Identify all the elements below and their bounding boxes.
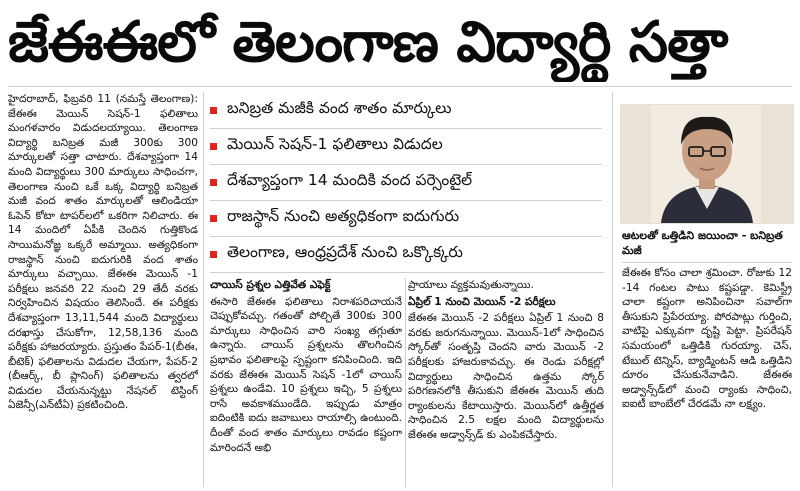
bullet-square-icon — [210, 143, 217, 150]
highlights-list — [210, 92, 602, 272]
highlight-item: రాజస్థాన్ నుంచి అత్యధికంగా ఐదుగురు — [210, 200, 602, 236]
highlight-item: బనిబ్రత మజీకి వంద శాతం మార్కులు — [210, 92, 602, 128]
article-column-left — [8, 92, 198, 487]
article-text-right: జేఈఈ కోసం చాలా శ్రమించా. రోజుకు 12 -14 గంటల పాటు కష్టపడ్డా. కెమిస్ట్రీ చాలా కష్టంగా అనిపించినా సవాల్‌గా తీసుకుని ప్రిపేరయ్యా. పోరపాట్లు గుర్తించి, వాటిపై ఎక్కువగా దృష్టి పెట్టా. ప్రిపరేషన్‌ సమయంలో ఒత్తిడికి గురయ్యా. చెస్‌, టేబుల్‌ టెన్నిస్‌, బ్యాడ్మింటన్‌ ఆడి ఒత్తిడిని దూరం చేసుకునేవాడిని. జేఈఈ అడ్వాన్స్‌డ్‌లో మంచి ర్యాంకు సాధించి, ఐఐటీ బాంబేలో చేరడమే నా లక్ష్యం. — [622, 267, 792, 411]
headline: జేఈఈలో తెలంగాణ విద్యార్థి సత్తా — [8, 10, 728, 75]
portrait-image — [621, 105, 793, 223]
column-divider-2 — [405, 278, 406, 487]
section-subheading: చాయిస్‌ ప్రశ్నల ఎత్తివేత ఎఫెక్ట్‌ — [210, 279, 331, 291]
section-subheading-2: ఏప్రిల్‌ 1 నుంచి మెయిన్‌ -2 పరీక్షలు — [408, 295, 556, 308]
bullet-square-icon — [210, 215, 217, 222]
article-text-continued: ప్రాయాలు వ్యక్తమవుతున్నాయి. — [408, 279, 534, 291]
bullet-square-icon — [210, 179, 217, 186]
highlight-item: దేశవ్యాప్తంగా 14 మందికి వంద పర్సెంటైల్ — [210, 164, 602, 200]
caption-rule — [622, 262, 792, 263]
column-divider-3 — [612, 92, 613, 487]
highlight-item: మెయిన్ సెషన్‌-1 ఫలితాలు విడుదల — [210, 128, 602, 164]
article-column-middle-2 — [408, 278, 604, 488]
highlight-divider — [210, 164, 602, 165]
highlight-divider — [210, 128, 602, 129]
article-column-middle — [210, 278, 402, 488]
photo-caption: ఆటలతో ఒత్తిడిని జయించా - బనిబ్రత మజీ — [622, 229, 783, 257]
column-divider-1 — [203, 92, 204, 487]
article-text-middle: ఈసారి జేఈఈ ఫలితాలు నిరాశపరిచాయనే చెప్పుకోవచ్చు. గతంతో పోల్చితే 300కు 300 మార్కులు సాధించిన వారి సంఖ్య తగ్గుతూ ఉన్నారు. చాయిస్‌ ప్రశ్నలను తొలగించిన ప్రభావం ఫలితాలపై స్పష్టంగా కనిపించింది. ఇది వరకు జేఈఈ మెయిన్‌ సెషన్‌ -1లో చాయిస్‌ ప్రశ్నలు ఉండేవి. 10 ప్రశ్నలు ఇచ్చి, 5 ప్రశ్నలు రాసే అవకాశముండేది. ఇప్పుడు మాత్రం ఐదింటికి ఐదు జవాబులు రాయాల్సి ఉంటుంది. దీంతో వంద శాతం మార్కులు రావడం కష్టంగా మారిందనే అభి — [210, 295, 402, 454]
highlight-divider — [210, 200, 602, 201]
bullet-square-icon — [210, 251, 217, 258]
student-photo — [620, 104, 794, 224]
highlight-item: తెలంగాణ, ఆంధ్రప్రదేశ్ నుంచి ఒక్కొక్కరు — [210, 236, 602, 272]
highlight-divider — [210, 236, 602, 237]
headline-rule — [8, 86, 792, 87]
article-column-right — [622, 266, 792, 488]
article-text-left: హైదరాబాద్‌, ఫిబ్రవరి 11 (నమస్తే తెలంగాణ): జేఈఈ మెయిన్‌ సెషన్‌-1 ఫలితాలు మంగళవారం విడుదలయ్యాయి. తెలంగాణ విద్యార్థి బనిబ్రత మజీ 300కు 300 మార్కులతో సత్తా చాటారు. దేశవ్యాప్తంగా 14 మంది విద్యార్థులు 300 మార్కులు సాధించగా, తెలంగాణ నుంచి ఒకే ఒక్క విద్యార్థి బనిబ్రత మజీ వంద శాతం మార్కులతో ఆలిండియా ఓపెన్‌ కోటా టాపర్‌లలో ఒకరిగా నిలిచారు. ఈ 14 మందిలో ఏపీకి చెందిన గుత్తికొండ సాయిమనోజ్ఞ ఒక్కరే అమ్మాయి. అత్యధికంగా రాజస్థాన్‌ నుంచి ఐదుగురికి వంద శాతం మార్కులు వచ్చాయి. జేఈఈ మెయిన్‌ -1 పరీక్షలు జనవరి 22 నుంచి 29 తేదీ వరకు నిర్వహించిన విషయం తెలిసిందే. ఈ పరీక్షకు దేశవ్యాప్తంగా 13,11,544 మంది విద్యార్థులు దరఖాస్తు చేసుకోగా, 12,58,136 మంది పరీక్షకు హాజరయ్యారు. ప్రస్తుతం పేపర్‌-1(బీఈ, బీటెక్‌) ఫలితాలను విడుదల చేయగా, పేపర్‌-2 (బీఆర్క్‌, బీ ప్లానింగ్‌) ఫలితాలను త్వరలో విడుదల చేయనున్నట్టు నేషనల్‌ టెస్టింగ్‌ ఏజెన్సీ(ఎన్‌టీఏ) ప్రకటించింది. — [8, 93, 198, 412]
article-text-middle-2: జేఈఈ మెయిన్‌ -2 పరీక్షలు ఏప్రిల్‌ 1 నుంచి 8 వరకు జరుగనున్నాయి. మెయిన్‌-1లో సాధించిన స్కోర్‌తో సంతృప్తి చెందని వారు మెయిన్‌ -2 పరీక్షలకు హాజరుకావచ్చు. ఈ రెండు పరీక్షల్లో విద్యార్థులు సాధించిన ఉత్తమ స్కోర్‌ పరిగణనలోకి తీసుకుని జేఈఈ మెయిన్‌ తుది ర్యాంకులను కేటాయిస్తారు. మెయిన్‌లో ఉత్తీర్ణత సాధించిన 2.5 లక్షల మంది విద్యార్థులను జేఈఈ అడ్వాన్స్‌డ్‌ కు ఎంపికచేస్తారు. — [408, 312, 604, 441]
section-rule — [210, 272, 604, 273]
bullet-square-icon — [210, 107, 217, 114]
